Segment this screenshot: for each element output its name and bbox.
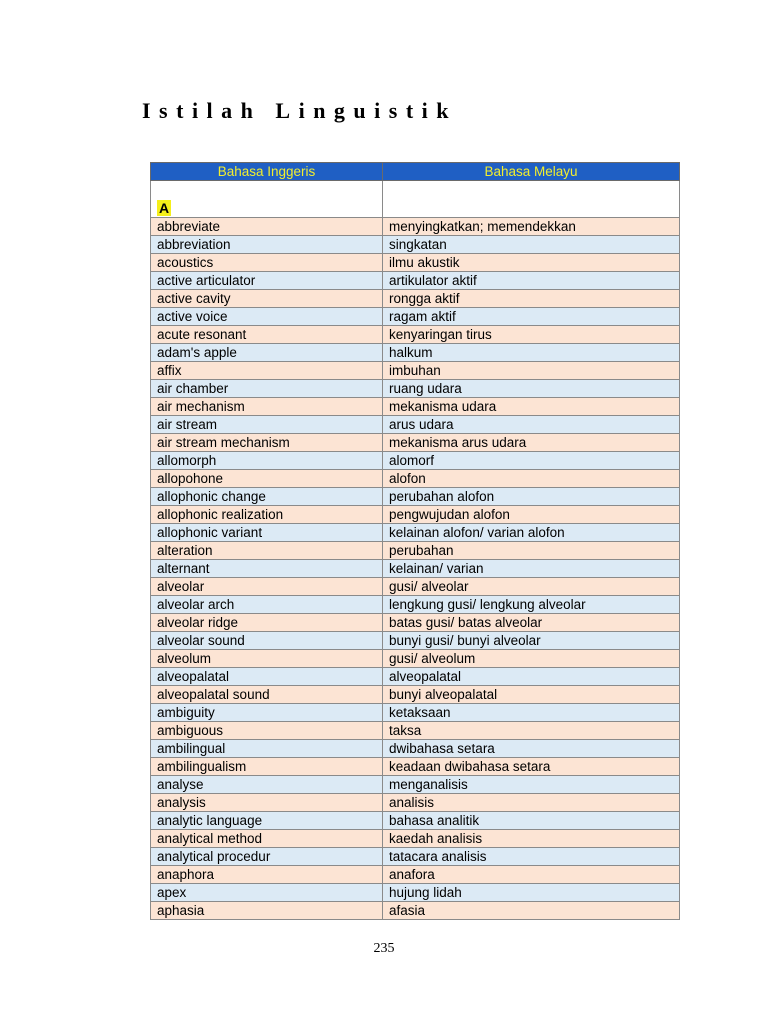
english-term: active articulator [151,272,383,290]
column-header-malay: Bahasa Melayu [383,163,680,181]
malay-term: afasia [383,902,680,920]
malay-term: perubahan [383,542,680,560]
malay-term: lengkung gusi/ lengkung alveolar [383,596,680,614]
english-term: apex [151,884,383,902]
table-row [151,398,680,416]
table-row [151,434,680,452]
table-row [151,668,680,686]
malay-term: ketaksaan [383,704,680,722]
table-row [151,758,680,776]
english-term: ambiguity [151,704,383,722]
english-term: air stream [151,416,383,434]
page-title: Istilah Linguistik [142,98,458,123]
table-row [151,416,680,434]
malay-term: alveopalatal [383,668,680,686]
malay-term: ilmu akustik [383,254,680,272]
glossary-table [150,162,680,920]
malay-term: imbuhan [383,362,680,380]
section-letter-row [151,181,680,218]
table-row [151,866,680,884]
table-row [151,452,680,470]
table-row [151,542,680,560]
english-term: ambilingualism [151,758,383,776]
table-row [151,344,680,362]
table-row [151,614,680,632]
table-row [151,290,680,308]
table-row [151,218,680,236]
english-term: anaphora [151,866,383,884]
english-term: analytical method [151,830,383,848]
english-term: allophonic realization [151,506,383,524]
table-row [151,722,680,740]
english-term: alveopalatal [151,668,383,686]
table-row [151,362,680,380]
english-term: air stream mechanism [151,434,383,452]
malay-term: gusi/ alveolum [383,650,680,668]
malay-term: bunyi gusi/ bunyi alveolar [383,632,680,650]
malay-term: alomorf [383,452,680,470]
table-row [151,776,680,794]
english-term: affix [151,362,383,380]
malay-term: tatacara analisis [383,848,680,866]
malay-term: menyingkatkan; memendekkan [383,218,680,236]
malay-term: ruang udara [383,380,680,398]
english-term: ambilingual [151,740,383,758]
table-row [151,794,680,812]
english-term: analytic language [151,812,383,830]
malay-term: bunyi alveopalatal [383,686,680,704]
english-term: allophonic change [151,488,383,506]
table-row [151,470,680,488]
section-letter: A [159,200,170,216]
english-term: allophonic variant [151,524,383,542]
english-term: alveolar ridge [151,614,383,632]
table-row [151,884,680,902]
table-row [151,650,680,668]
malay-term: analisis [383,794,680,812]
malay-term: taksa [383,722,680,740]
table-row [151,830,680,848]
malay-term: singkatan [383,236,680,254]
table-row [151,524,680,542]
malay-term: ragam aktif [383,308,680,326]
english-term: acute resonant [151,326,383,344]
english-term: adam's apple [151,344,383,362]
english-term: alveolar [151,578,383,596]
table-row [151,308,680,326]
malay-term: mekanisma arus udara [383,434,680,452]
english-term: air mechanism [151,398,383,416]
english-term: alveopalatal sound [151,686,383,704]
table-row [151,380,680,398]
table-row [151,578,680,596]
malay-term: dwibahasa setara [383,740,680,758]
english-term: aphasia [151,902,383,920]
english-term: allopohone [151,470,383,488]
section-letter-empty-cell [383,181,680,218]
malay-term: pengwujudan alofon [383,506,680,524]
table-row [151,902,680,920]
malay-term: rongga aktif [383,290,680,308]
table-row [151,254,680,272]
english-term: alternant [151,560,383,578]
column-header-english: Bahasa Inggeris [151,163,383,181]
malay-term: batas gusi/ batas alveolar [383,614,680,632]
english-term: active voice [151,308,383,326]
section-letter-cell [151,181,383,218]
malay-term: kaedah analisis [383,830,680,848]
english-term: analysis [151,794,383,812]
page-number: 235 [373,941,395,956]
malay-term: menganalisis [383,776,680,794]
english-term: air chamber [151,380,383,398]
table-row [151,326,680,344]
malay-term: kelainan alofon/ varian alofon [383,524,680,542]
english-term: alveolum [151,650,383,668]
table-row [151,740,680,758]
english-term: analyse [151,776,383,794]
malay-term: alofon [383,470,680,488]
table-row [151,272,680,290]
table-row [151,236,680,254]
table-row [151,812,680,830]
table-row [151,632,680,650]
malay-term: anafora [383,866,680,884]
table-row [151,704,680,722]
english-term: acoustics [151,254,383,272]
english-term: allomorph [151,452,383,470]
english-term: abbreviate [151,218,383,236]
table-row [151,488,680,506]
english-term: alveolar arch [151,596,383,614]
malay-term: mekanisma udara [383,398,680,416]
malay-term: halkum [383,344,680,362]
english-term: ambiguous [151,722,383,740]
english-term: alteration [151,542,383,560]
malay-term: keadaan dwibahasa setara [383,758,680,776]
malay-term: kelainan/ varian [383,560,680,578]
malay-term: hujung lidah [383,884,680,902]
malay-term: perubahan alofon [383,488,680,506]
malay-term: kenyaringan tirus [383,326,680,344]
english-term: alveolar sound [151,632,383,650]
malay-term: gusi/ alveolar [383,578,680,596]
english-term: active cavity [151,290,383,308]
english-term: analytical procedur [151,848,383,866]
malay-term: bahasa analitik [383,812,680,830]
malay-term: artikulator aktif [383,272,680,290]
malay-term: arus udara [383,416,680,434]
table-row [151,506,680,524]
table-row [151,848,680,866]
table-header-row [151,163,680,181]
table-row [151,686,680,704]
table-row [151,560,680,578]
table-row [151,596,680,614]
english-term: abbreviation [151,236,383,254]
